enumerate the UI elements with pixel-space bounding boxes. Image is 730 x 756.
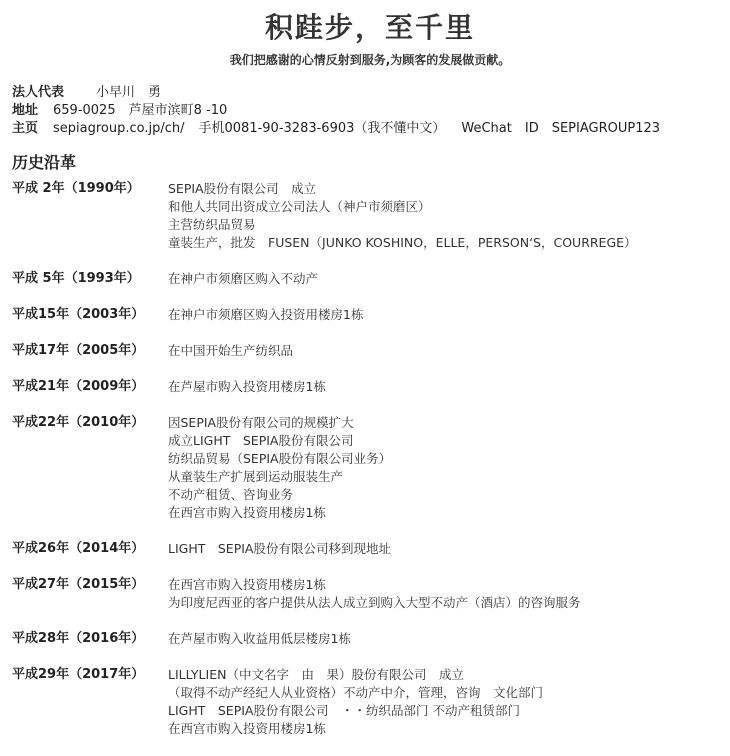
history-era: 平成17年（2005年）: [12, 343, 145, 358]
history-event: 从童装生产扩展到运动服装生产: [168, 469, 344, 484]
company-info: [12, 84, 727, 138]
representative-row: [12, 84, 727, 102]
history-entry: [12, 270, 728, 288]
page-subtitle: 我们把感谢的心情反射到服务,为顾客的发展做贡献。: [229, 53, 511, 67]
history-event: （取得不动产经纪人从业资格）不动产中介，管理，咨询 文化部门: [168, 685, 544, 700]
history-list: [12, 180, 728, 756]
history-event: 成立LIGHT SEPIA股份有限公司: [168, 433, 354, 448]
history-entry: [12, 576, 728, 612]
history-events: [168, 306, 728, 324]
address-label: 地址: [12, 103, 39, 118]
history-events: [168, 666, 728, 738]
history-heading: 历史沿革: [12, 153, 77, 172]
history-event: 为印度尼西亚的客户提供从法人成立到购入大型不动产（酒店）的咨询服务: [168, 595, 581, 610]
address-row: [12, 102, 727, 120]
history-event: 因SEPIA股份有限公司的规模扩大: [168, 415, 354, 430]
phone-number: 手机0081-90-3283-6903（我不懂中文）: [198, 121, 446, 136]
history-events: [168, 378, 728, 396]
history-events: [168, 540, 728, 558]
history-event: LIGHT SEPIA股份有限公司 ・・纺织品部门 不动产租赁部门: [168, 703, 520, 718]
history-era: 平成22年（2010年）: [12, 415, 145, 430]
history-event: 和他人共同出资成立公司法人（神户市须磨区）: [168, 199, 431, 214]
history-events: [168, 270, 728, 288]
history-event: 不动产租赁、咨询业务: [168, 487, 294, 502]
history-event: 童装生产，批发 FUSEN（JUNKO KOSHINO，ELLE，PERSON‘S，COURREGE）: [168, 235, 637, 250]
history-event: 主营纺织品贸易: [168, 217, 256, 232]
history-era: 平成26年（2014年）: [12, 541, 145, 556]
history-entry: [12, 342, 728, 360]
history-event: 在西宫市购入投资用楼房1栋: [168, 577, 326, 592]
history-era: 平成28年（2016年）: [12, 631, 145, 646]
history-event: SEPIA股份有限公司 成立: [168, 181, 317, 196]
history-event: 在神户市须磨区购入不动产: [168, 271, 319, 286]
history-entry: [12, 414, 728, 522]
history-entry: [12, 306, 728, 324]
history-events: [168, 342, 728, 360]
history-entry: [12, 378, 728, 396]
history-era: 平成29年（2017年）: [12, 667, 145, 682]
history-event: 在西宫市购入投资用楼房1栋: [168, 505, 326, 520]
history-events: [168, 576, 728, 612]
homepage-row: [12, 120, 727, 138]
history-era: 平成21年（2009年）: [12, 379, 145, 394]
history-era: 平成 5年（1993年）: [12, 271, 140, 286]
street-address: 芦屋市滨町8 -10: [128, 103, 228, 118]
history-event: 在芦屋市购入收益用低层楼房1栋: [168, 631, 351, 646]
history-entry: [12, 540, 728, 558]
history-entry: [12, 630, 728, 648]
history-era: 平成27年（2015年）: [12, 577, 145, 592]
history-event: LILLYLIEN（中文名字 由 果）股份有限公司 成立: [168, 667, 464, 682]
wechat-id: WeChat ID SEPIAGROUP123: [461, 121, 661, 136]
history-event: 在西宫市购入投资用楼房1栋: [168, 721, 326, 736]
history-event: 在神户市须磨区购入投资用楼房1栋: [168, 307, 364, 322]
history-era: 平成 2年（1990年）: [12, 181, 140, 196]
homepage-link[interactable]: sepiagroup.co.jp/ch/: [53, 121, 185, 136]
history-events: [168, 414, 728, 522]
history-era: 平成15年（2003年）: [12, 307, 145, 322]
homepage-label: 主页: [12, 121, 39, 136]
page-title: 积跬步，至千里: [264, 11, 475, 44]
history-event: 纺织品贸易（SEPIA股份有限公司业务）: [168, 451, 392, 466]
postal-code: 659-0025: [53, 103, 116, 118]
history-entry: [12, 666, 728, 738]
history-events: [168, 630, 728, 648]
representative-label: 法人代表: [12, 85, 65, 100]
history-event: 在中国开始生产纺织品: [168, 343, 294, 358]
history-events: [168, 180, 728, 252]
history-entry: [12, 180, 728, 252]
history-event: 在芦屋市购入投资用楼房1栋: [168, 379, 326, 394]
representative-value: 小早川 勇: [96, 85, 162, 100]
history-event: LIGHT SEPIA股份有限公司移到现地址: [168, 541, 391, 556]
